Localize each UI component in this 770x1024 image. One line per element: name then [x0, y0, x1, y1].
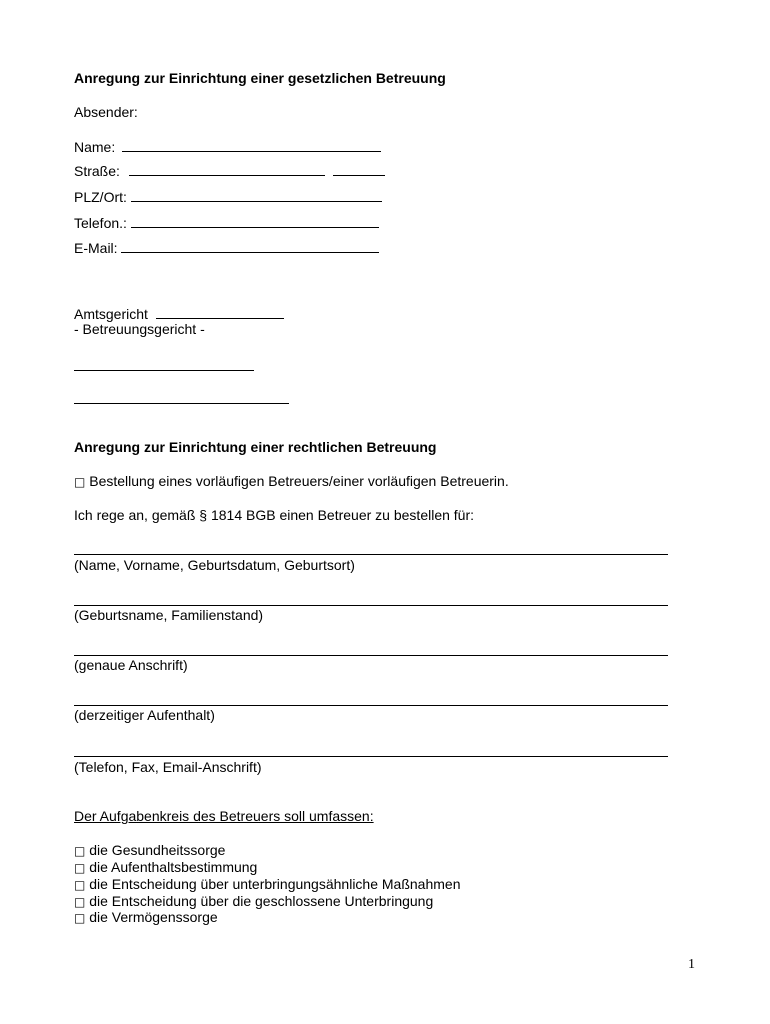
sender-street-row	[74, 163, 385, 178]
duty-item	[74, 860, 257, 874]
provisional-label: Bestellung eines vorläufigen Betreuers/einer vorläufigen Betreuerin.	[89, 473, 509, 489]
document-title: Anregung zur Einrichtung einer gesetzlichen Betreuung	[74, 70, 446, 86]
person-field-line[interactable]	[74, 655, 668, 656]
person-field-line[interactable]	[74, 554, 668, 555]
city-input-line[interactable]	[131, 189, 382, 202]
checkbox-icon[interactable]: □	[74, 878, 86, 892]
person-field-label: (Geburtsname, Familienstand)	[74, 607, 264, 623]
duty-label: die Vermögenssorge	[89, 909, 218, 925]
checkbox-icon[interactable]: □	[74, 895, 86, 909]
duty-label: die Gesundheitssorge	[89, 842, 226, 858]
duties-title: Der Aufgabenkreis des Betreuers soll umfassen:	[74, 808, 374, 824]
person-field-label: (derzeitiger Aufenthalt)	[74, 707, 215, 723]
sender-email-row	[74, 240, 379, 255]
court-label: Amtsgericht	[74, 306, 148, 322]
duty-label: die Aufenthaltsbestimmung	[89, 859, 258, 875]
city-label: PLZ/Ort:	[74, 189, 127, 205]
phone-label: Telefon.:	[74, 215, 127, 231]
intro-text: Ich rege an, gemäß § 1814 BGB einen Betreuer zu bestellen für:	[74, 507, 475, 523]
person-field-label: (Telefon, Fax, Email-Anschrift)	[74, 759, 262, 775]
person-field-line[interactable]	[74, 605, 668, 606]
checkbox-icon[interactable]: □	[74, 911, 86, 925]
sender-city-row	[74, 189, 382, 204]
duty-item	[74, 877, 460, 891]
court-row	[74, 306, 284, 321]
house-number-input-line[interactable]	[333, 163, 385, 176]
person-field-line[interactable]	[74, 705, 668, 706]
duty-item	[74, 843, 225, 857]
page-number: 1	[688, 957, 695, 972]
court-input-line[interactable]	[156, 306, 284, 319]
person-field-label: (Name, Vorname, Geburtsdatum, Geburtsort)	[74, 557, 355, 573]
name-input-line[interactable]	[122, 139, 381, 152]
court-subtitle: - Betreuungsgericht -	[74, 321, 205, 337]
checkbox-icon[interactable]: □	[74, 861, 86, 875]
duty-label: die Entscheidung über unterbringungsähnliche Maßnahmen	[89, 876, 461, 892]
name-label: Name:	[74, 139, 116, 155]
person-field-label: (genaue Anschrift)	[74, 657, 188, 673]
street-input-line[interactable]	[129, 163, 325, 176]
duty-label: die Entscheidung über die geschlossene Unterbringung	[89, 893, 434, 909]
checkbox-icon[interactable]: □	[74, 844, 86, 858]
court-address-line-1[interactable]	[74, 370, 254, 371]
sender-name-row	[74, 139, 381, 154]
checkbox-icon[interactable]: □	[74, 475, 86, 489]
email-label: E-Mail:	[74, 240, 118, 256]
street-label: Straße:	[74, 163, 120, 179]
sender-phone-row	[74, 215, 379, 230]
duty-item	[74, 910, 218, 924]
duty-item	[74, 894, 433, 908]
email-input-line[interactable]	[121, 240, 379, 253]
sender-label: Absender:	[74, 104, 138, 120]
section-title: Anregung zur Einrichtung einer rechtlichen Betreuung	[74, 439, 437, 455]
person-field-line[interactable]	[74, 756, 668, 757]
court-address-line-2[interactable]	[74, 403, 289, 404]
phone-input-line[interactable]	[131, 215, 379, 228]
provisional-option	[74, 474, 509, 488]
